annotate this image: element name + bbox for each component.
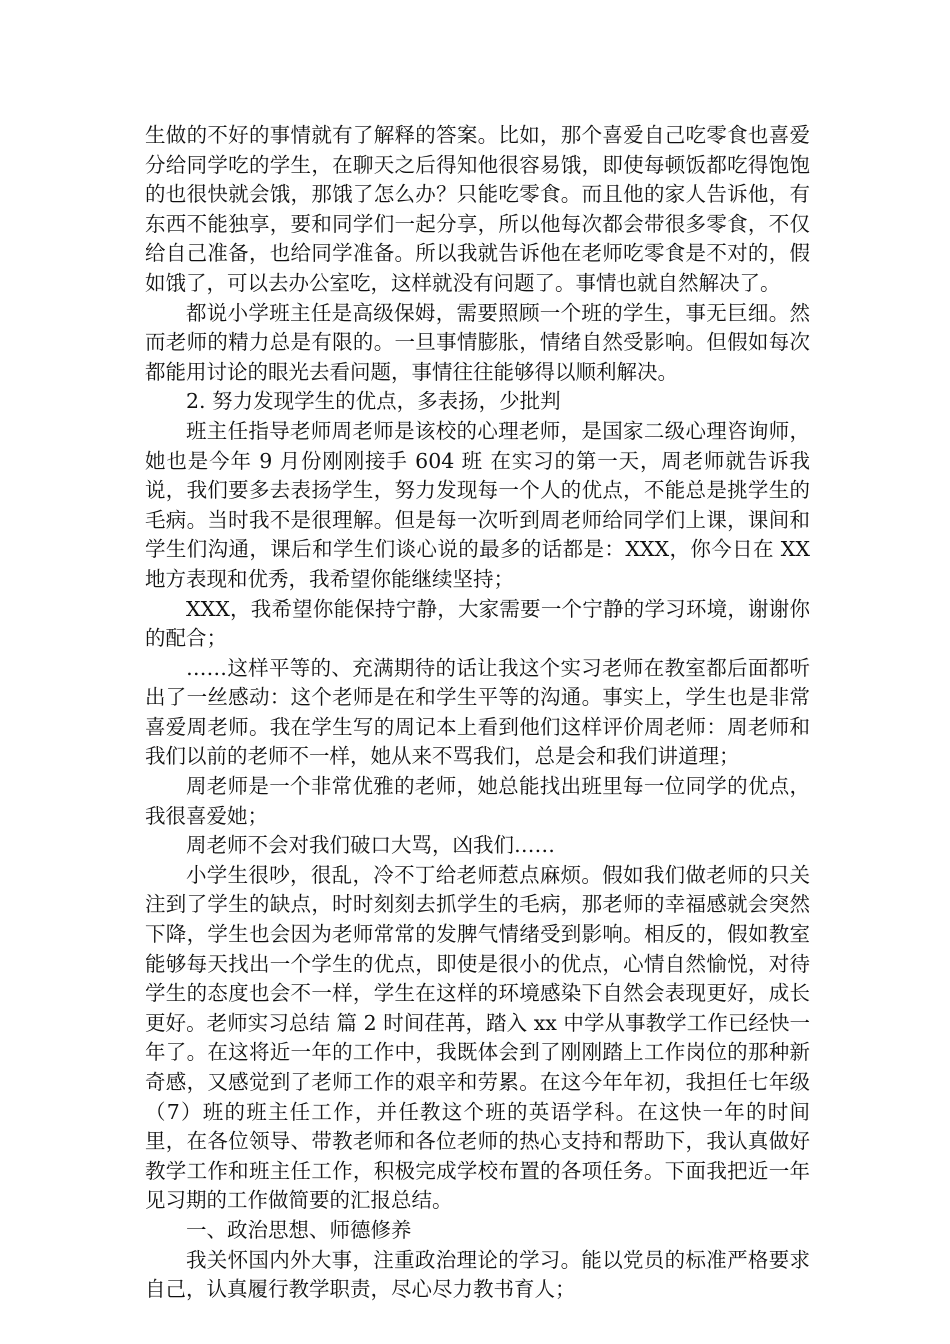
paragraph-9: 小学生很吵，很乱，冷不丁给老师惹点麻烦。假如我们做老师的只关注到了学生的缺点，时时刻刻去抓学生的毛病，那老师的幸福感就会突然下降，学生也会因为老师常常的发脾气情绪受到影响。相反的，假如教室能够每天找出一个学生的优点，即使是很小的优点，心情自然愉悦，对待学生的态度也会不一样，学生在这样的环境感染下自然会表现更好，成长更好。老师实习总结 篇 2 时间荏苒，踏入 xx 中学从事教学工作已经快一年了。在这将近一年的工作中，我既体会到了刚刚踏上工作岗位的那种新奇感，又感觉到了老师工作的艰辛和劳累。在这今年年初，我担任七年级（7）班的班主任工作，并任教这个班的英语学科。在这快一年的时间里，在各位领导、带教老师和各位老师的热心支持和帮助下，我认真做好教学工作和班主任工作，积极完成学校布置的各项任务。下面我把近一年见习期的工作做简要的汇报总结。 xyxy=(145,862,810,1213)
paragraph-4: 班主任指导老师周老师是该校的心理老师，是国家二级心理咨询师，她也是今年 9 月份刚刚接手 604 班 在实习的第一天，周老师就告诉我说，我们要多去表扬学生，努力发现每一个人的优点，不能总是挑学生的毛病。当时我不是很理解。但是每一次听到周老师给同学们上课，课间和学生们沟通，课后和学生们谈心说的最多的话都是：XXX，你今日在 XX 地方表现和优秀，我希望你能继续坚持； xyxy=(145,418,810,591)
paragraph-5: XXX，我希望你能保持宁静，大家需要一个宁静的学习环境，谢谢你的配合； xyxy=(145,596,810,651)
document-body xyxy=(145,121,810,1305)
paragraph-8: 周老师不会对我们破口大骂，凶我们…… xyxy=(186,833,555,858)
paragraph-6: ……这样平等的、充满期待的话让我这个实习老师在教室都后面都听出了一丝感动：这个老师是在和学生平等的沟通。事实上，学生也是非常喜爱周老师。我在学生写的周记本上看到他们这样评价周老师：周老师和我们以前的老师不一样，她从来不骂我们，总是会和我们讲道理； xyxy=(145,655,810,769)
section-heading-politics: 一、政治思想、师德修养 xyxy=(186,1217,412,1242)
paragraph-7: 周老师是一个非常优雅的老师，她总能找出班里每一位同学的优点，我很喜爱她； xyxy=(145,774,810,828)
section-heading-praise: 2. 努力发现学生的优点，多表扬，少批判 xyxy=(186,389,561,414)
paragraph-11: 我关怀国内外大事，注重政治理论的学习。能以党员的标准严格要求自己，认真履行教学职责，尽心尽力教书育人； xyxy=(145,1247,810,1302)
paragraph-1: 生做的不好的事情就有了解释的答案。比如，那个喜爱自己吃零食也喜爱分给同学吃的学生，在聊天之后得知他很容易饿，即使每顿饭都吃得饱饱的也很快就会饿，那饿了怎么办？只能吃零食。而且他的家人告诉他，有东西不能独享，要和同学们一起分享，所以他每次都会带很多零食，不仅给自己准备，也给同学准备。所以我就告诉他在老师吃零食是不对的，假如饿了，可以去办公室吃，这样就没有问题了。事情也就自然解决了。 xyxy=(145,123,810,295)
paragraph-2: 都说小学班主任是高级保姆，需要照顾一个班的学生，事无巨细。然而老师的精力总是有限的。一旦事情膨胀，情绪自然受影响。但假如每次都能用讨论的眼光去看问题，事情往往能够得以顺利解决。 xyxy=(145,300,810,384)
